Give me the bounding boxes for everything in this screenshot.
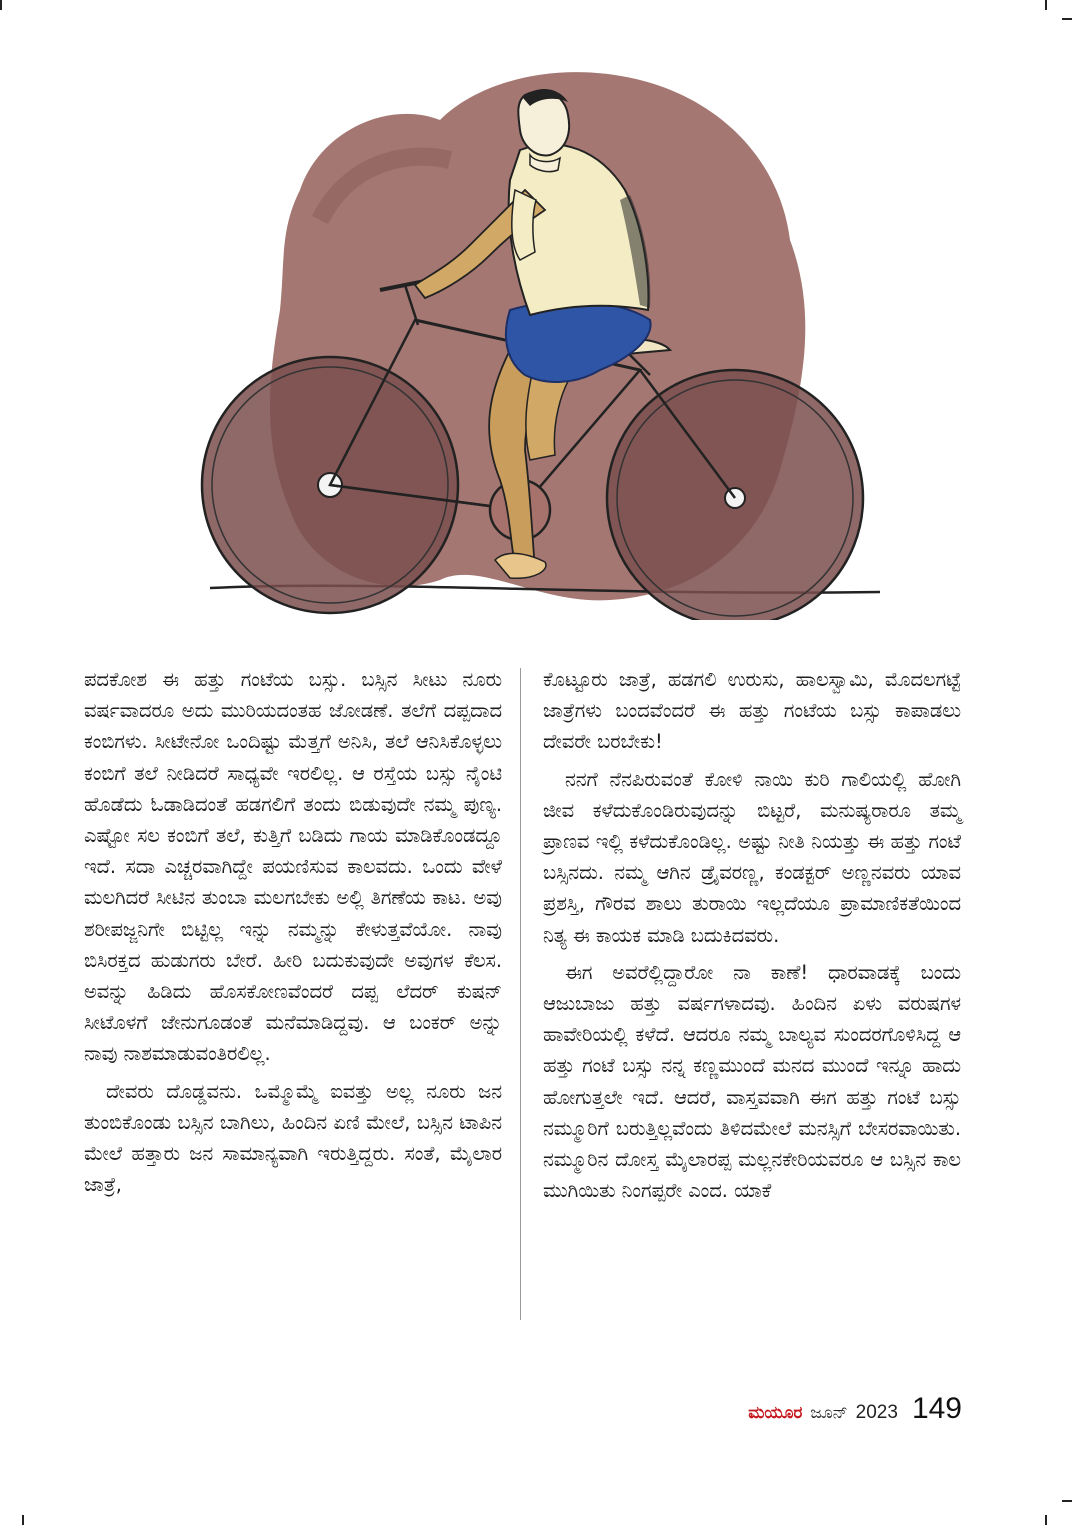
crop-mark-top-left [0,0,2,10]
paragraph: ಈಗ ಅವರೆಲ್ಲಿದ್ದಾರೋ ನಾ ಕಾಣೆ! ಧಾರವಾಡಕ್ಕೆ ಬಂದು ಆಜುಬಾಜು ಹತ್ತು ವರ್ಷಗಳಾದವು. ಹಿಂದಿನ ಏಳು ವರುಷಗಳ ಹಾವೇರಿಯಲ್ಲಿ ಕಳೆದೆ. ಆದರೂ ನಮ್ಮ ಬಾಲ್ಯವ ಸುಂದರಗೊಳಿಸಿದ್ದ ಆ ಹತ್ತು ಗಂಟೆ ಬಸ್ಸು ನನ್ನ ಕಣ್ಣಮುಂದೆ ಮನದ ಮುಂದೆ ಇನ್ನೂ ಹಾದು ಹೋಗುತ್ತಲೇ ಇದೆ. ಆದರೆ, ವಾಸ್ತವವಾಗಿ ಈಗ ಹತ್ತು ಗಂಟೆ ಬಸ್ಸು ನಮ್ಮೂರಿಗೆ ಬರುತ್ತಿಲ್ಲವೆಂದು ತಿಳಿದಮೇಲೆ ಮನಸ್ಸಿಗೆ ಬೇಸರವಾಯಿತು. ನಮ್ಮೂರಿನ ದೋಸ್ತ ಮೈಲಾರಪ್ಪ ಮಲ್ಲನಕೇರಿಯವರೂ ಆ ಬಸ್ಸಿನ ಕಾಲ ಮುಗಿಯಿತು ನಿಂಗಪ್ಪರೇ ಎಂದ. ಯಾಕೆ [543,960,961,1203]
crop-mark-bottom-left [22,1515,24,1525]
paragraph: ನನಗೆ ನೆನಪಿರುವಂತೆ ಕೋಳಿ ನಾಯಿ ಕುರಿ ಗಾಲಿಯಲ್ಲಿ ಹೋಗಿ ಜೀವ ಕಳೆದುಕೊಂಡಿರುವುದನ್ನು ಬಿಟ್ಟರೆ, ಮನುಷ್ಯರಾರೂ ತಮ್ಮ ಪ್ರಾಣವ ಇಲ್ಲಿ ಕಳೆದುಕೊಂಡಿಲ್ಲ. ಅಷ್ಟು ನೀತಿ ನಿಯತ್ತು ಈ ಹತ್ತು ಗಂಟೆ ಬಸ್ಸಿನದು. ನಮ್ಮ ಆಗಿನ ಡ್ರೈವರಣ್ಣ, ಕಂಡಕ್ಟರ್ ಅಣ್ಣನವರು ಯಾವ ಪ್ರಶಸ್ತಿ, ಗೌರವ ಶಾಲು ತುರಾಯಿ ಇಲ್ಲದೆಯೂ ಪ್ರಾಮಾಣಿಕತೆಯಿಂದ ನಿತ್ಯ ಈ ಕಾಯಕ ಮಾಡಿ ಬದುಕಿದವರು. [543,767,961,947]
front-wheel [607,370,863,620]
issue-year: 2023 [855,1402,898,1423]
magazine-name: ಮಯೂರ [748,1403,803,1423]
article-left-column [84,664,502,1206]
crop-mark-bottom-right [1045,1515,1047,1525]
issue-month: ಜೂನ್ [810,1403,848,1423]
cyclist-illustration [180,40,900,620]
crop-mark-top-right [1045,0,1047,10]
article-right-column [543,664,961,1212]
paragraph: ಪದಕೋಶ ಈ ಹತ್ತು ಗಂಟೆಯ ಬಸ್ಸು. ಬಸ್ಸಿನ ಸೀಟು ನೂರು ವರ್ಷವಾದರೂ ಅದು ಮುರಿಯದಂತಹ ಜೋಡಣೆ. ತಲೆಗೆ ದಪ್ಪದಾದ ಕಂಬಿಗಳು. ಸೀಟೇನೋ ಒಂದಿಷ್ಟು ಮೆತ್ತಗೆ ಅನಿಸಿ, ತಲೆ ಆನಿಸಿಕೊಳ್ಳಲು ಕಂಬಿಗೆ ತಲೆ ನೀಡಿದರೆ ಸಾಧ್ಯವೇ ಇರಲಿಲ್ಲ. ಆ ರಸ್ತೆಯ ಬಸ್ಸು ನೈಂಟಿ ಹೊಡೆದು ಓಡಾಡಿದಂತೆ ಹಡಗಲಿಗೆ ತಂದು ಬಿಡುವುದೇ ನಮ್ಮ ಪುಣ್ಯ. ಎಷ್ಟೋ ಸಲ ಕಂಬಿಗೆ ತಲೆ, ಕುತ್ತಿಗೆ ಬಡಿದು ಗಾಯ ಮಾಡಿಕೊಂಡದ್ದೂ ಇದೆ. ಸದಾ ಎಚ್ಚರವಾಗಿದ್ದೇ ಪಯಣಿಸುವ ಕಾಲವದು. ಒಂದು ವೇಳೆ ಮಲಗಿದರೆ ಸೀಟಿನ ತುಂಬಾ ಮಲಗಬೇಕು ಅಲ್ಲಿ ತಿಗಣೆಯ ಕಾಟ. ಅವು ಶರೀಪಜ್ಜನಿಗೇ ಬಿಟ್ಟಿಲ್ಲ ಇನ್ನು ನಮ್ಮನ್ನು ಕೇಳುತ್ತವೆಯೋ. ನಾವು ಬಿಸಿರಕ್ತದ ಹುಡುಗರು ಬೇರೆ. ಹೀರಿ ಬದುಕುವುದೇ ಅವುಗಳ ಕೆಲಸ. ಅವನ್ನು ಹಿಡಿದು ಹೊಸಕೋಣವೆಂದರೆ ದಪ್ಪ ಲೆದರ್ ಕುಷನ್ ಸೀಟೊಳಗೆ ಜೇನುಗೂಡಂತೆ ಮನೆಮಾಡಿದ್ದವು. ಆ ಬಂಕರ್ ಅನ್ನು ನಾವು ನಾಶಮಾಡುವಂತಿರಲಿಲ್ಲ. [84,668,502,1066]
page-footer [748,1392,962,1426]
page-number: 149 [911,1392,962,1425]
paragraph: ಕೊಟ್ಟೂರು ಜಾತ್ರೆ, ಹಡಗಲಿ ಉರುಸು, ಹಾಲಸ್ವಾಮಿ, ಮೊದಲಗಟ್ಟೆ ಜಾತ್ರೆಗಳು ಬಂದವೆಂದರೆ ಈ ಹತ್ತು ಗಂಟೆಯ ಬಸ್ಸು ಕಾಪಾಡಲು ದೇವರೇ ಬರಬೇಕು! [543,668,961,754]
crop-mark-right-lower [1062,1500,1072,1502]
paragraph: ದೇವರು ದೊಡ್ಡವನು. ಒಮ್ಮೊಮ್ಮೆ ಐವತ್ತು ಅಲ್ಲ ನೂರು ಜನ ತುಂಬಿಕೊಂಡು ಬಸ್ಸಿನ ಬಾಗಿಲು, ಹಿಂದಿನ ಏಣಿ ಮೇಲೆ, ಬಸ್ಸಿನ ಟಾಪಿನ ಮೇಲೆ ಹತ್ತಾರು ಜನ ಸಾಮಾನ್ಯವಾಗಿ ಇರುತ್ತಿದ್ದರು. ಸಂತೆ, ಮೈಲಾರ ಜಾತ್ರೆ, [84,1079,502,1197]
column-divider [520,668,521,1320]
crop-mark-right-upper [1062,18,1072,20]
